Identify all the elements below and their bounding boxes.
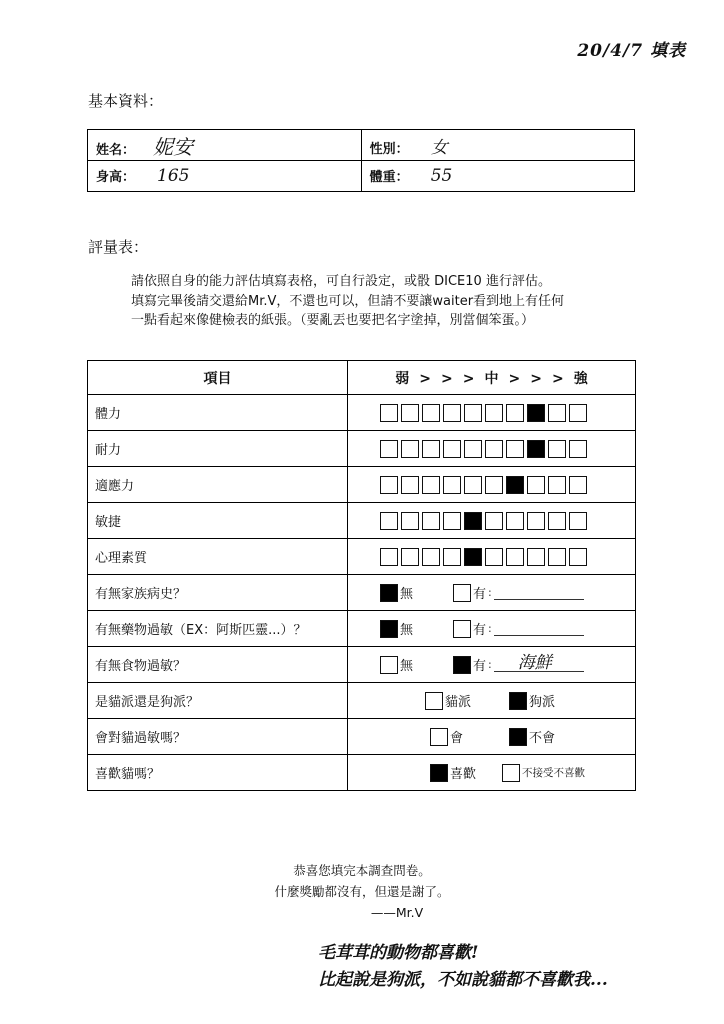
question-family-history: [88, 575, 636, 611]
rating-boxes[interactable]: [355, 512, 635, 530]
rating-boxes[interactable]: [355, 476, 635, 494]
rating-row-stamina: [88, 395, 636, 431]
rating-box[interactable]: [569, 476, 587, 494]
rating-box[interactable]: [401, 404, 419, 422]
option-label: 有: [473, 623, 487, 638]
scale-arrow: >: [441, 370, 453, 387]
checkbox-no[interactable]: [380, 584, 398, 602]
checkbox-no[interactable]: [380, 656, 398, 674]
rating-label: 耐力: [88, 431, 348, 467]
rating-box[interactable]: [569, 548, 587, 566]
rating-box[interactable]: [422, 404, 440, 422]
evaluation-table: [87, 360, 636, 791]
question-cat-allergy: [88, 719, 636, 755]
rating-box[interactable]: [569, 512, 587, 530]
weight-label: 體重：: [369, 170, 409, 185]
rating-box[interactable]: [485, 440, 503, 458]
rating-box[interactable]: [506, 404, 524, 422]
closing-line: 恭喜您填完本調查問卷。: [293, 863, 431, 878]
closing-message: [0, 860, 724, 923]
rating-box[interactable]: [527, 548, 545, 566]
rating-box[interactable]: [569, 404, 587, 422]
checkbox-no[interactable]: [509, 728, 527, 746]
instruction-line: 填寫完畢後請交還給Mr.V，不還也可以，但請不要讓waiter看到地上有任何: [131, 293, 565, 309]
rating-box[interactable]: [569, 440, 587, 458]
checkbox-like[interactable]: [430, 764, 448, 782]
option-label: 狗派: [529, 695, 556, 710]
gender-label: 性別：: [369, 141, 409, 157]
rating-box[interactable]: [443, 404, 461, 422]
rating-box[interactable]: [548, 440, 566, 458]
rating-label: 心理素質: [88, 539, 348, 575]
rating-box[interactable]: [548, 476, 566, 494]
option-label: 無: [400, 623, 414, 638]
rating-box[interactable]: [506, 548, 524, 566]
checkbox-yes[interactable]: [453, 620, 471, 638]
rating-box[interactable]: [422, 548, 440, 566]
rating-box[interactable]: [422, 512, 440, 530]
evaluation-heading: 評量表：: [88, 238, 149, 256]
rating-box[interactable]: [485, 476, 503, 494]
question-drug-allergy: [88, 611, 636, 647]
rating-box[interactable]: [401, 548, 419, 566]
rating-box[interactable]: [527, 404, 545, 422]
scale-arrow: >: [530, 370, 542, 387]
scale-arrow: >: [462, 370, 475, 387]
question-label: 是貓派還是狗派？: [88, 683, 348, 719]
option-label: 無: [400, 659, 414, 674]
name-label: 姓名：: [96, 142, 136, 158]
rating-box[interactable]: [464, 548, 482, 566]
checkbox-dislike[interactable]: [502, 764, 520, 782]
rating-row-adaptability: [88, 467, 636, 503]
checkbox-dog-person[interactable]: [509, 692, 527, 710]
option-label: 不接受不喜歡: [522, 767, 586, 779]
question-label: 會對貓過敏嗎？: [88, 719, 348, 755]
rating-box[interactable]: [548, 548, 566, 566]
scale-arrow: >: [551, 370, 564, 387]
rating-box[interactable]: [506, 476, 524, 494]
rating-box[interactable]: [527, 512, 545, 530]
rating-box[interactable]: [485, 548, 503, 566]
gender-value[interactable]: 女: [430, 137, 448, 158]
item-column-header: 項目: [88, 361, 348, 395]
rating-row-endurance: [88, 431, 636, 467]
option-label: 有: [473, 587, 487, 602]
rating-label: 適應力: [88, 467, 348, 503]
question-label: 喜歡貓嗎？: [88, 755, 348, 791]
rating-box[interactable]: [443, 440, 461, 458]
option-label: 無: [400, 587, 414, 602]
instructions: [131, 272, 564, 331]
rating-box[interactable]: [443, 476, 461, 494]
checkbox-no[interactable]: [380, 620, 398, 638]
question-label: 有無食物過敏？: [88, 647, 348, 683]
weight-cell: [361, 161, 634, 192]
rating-box[interactable]: [380, 512, 398, 530]
rating-box[interactable]: [464, 440, 482, 458]
rating-boxes[interactable]: [355, 440, 635, 458]
option-label: 貓派: [445, 695, 472, 710]
option-label: 有: [473, 659, 487, 674]
handwritten-note: [318, 940, 608, 994]
rating-box[interactable]: [401, 512, 419, 530]
rating-box[interactable]: [422, 440, 440, 458]
question-label: 有無藥物過敏（EX：阿斯匹靈...）？: [88, 611, 348, 647]
basic-info-table: [87, 129, 635, 192]
question-cat-or-dog: [88, 683, 636, 719]
rating-box[interactable]: [548, 512, 566, 530]
height-label: 身高：: [96, 170, 136, 185]
question-food-allergy: [88, 647, 636, 683]
option-label: 會: [450, 731, 464, 746]
rating-label: 體力: [88, 395, 348, 431]
name-value[interactable]: 妮安: [153, 134, 194, 159]
rating-box[interactable]: [380, 404, 398, 422]
option-label: 喜歡: [450, 767, 477, 782]
rating-box[interactable]: [506, 512, 524, 530]
rating-box[interactable]: [527, 476, 545, 494]
fill-date: 20/4/7 填表: [577, 41, 686, 61]
rating-box[interactable]: [464, 512, 482, 530]
name-cell: [88, 130, 362, 161]
checkbox-yes[interactable]: [430, 728, 448, 746]
rating-box[interactable]: [380, 440, 398, 458]
note-line: 毛茸茸的動物都喜歡!: [318, 943, 479, 963]
instruction-line: 請依照自身的能力評估填寫表格，可自行設定，或骰 DICE10 進行評估。: [131, 274, 551, 289]
rating-boxes[interactable]: [355, 548, 635, 566]
rating-box[interactable]: [380, 548, 398, 566]
scale-mid: 中: [484, 370, 499, 387]
scale-weak: 弱: [395, 370, 410, 387]
height-cell: [88, 161, 362, 192]
rating-box[interactable]: [443, 548, 461, 566]
rating-box[interactable]: [506, 440, 524, 458]
rating-box[interactable]: [380, 476, 398, 494]
rating-box[interactable]: [485, 404, 503, 422]
note-line: 比起說是狗派，不如說貓都不喜歡我...: [318, 970, 608, 990]
question-label: 有無家族病史？: [88, 575, 348, 611]
scale-arrow: >: [508, 370, 521, 387]
scale-column-header: [348, 361, 636, 395]
checkbox-yes[interactable]: [453, 584, 471, 602]
rating-box[interactable]: [464, 476, 482, 494]
closing-line: 什麼獎勵都沒有，但還是謝了。: [274, 884, 450, 899]
instruction-line: 一點看起來像健檢表的紙張。（要亂丟也要把名字塗掉，別當個笨蛋。）: [131, 313, 535, 328]
scale-arrow: >: [419, 370, 432, 387]
checkbox-cat-person[interactable]: [425, 692, 443, 710]
rating-box[interactable]: [401, 440, 419, 458]
rating-box[interactable]: [485, 512, 503, 530]
checkbox-yes[interactable]: [453, 656, 471, 674]
detail-blank[interactable]: [494, 621, 584, 636]
rating-boxes[interactable]: [355, 404, 635, 422]
rating-box[interactable]: [443, 512, 461, 530]
rating-label: 敏捷: [88, 503, 348, 539]
rating-box[interactable]: [401, 476, 419, 494]
detail-blank[interactable]: [494, 585, 584, 600]
detail-blank[interactable]: [494, 653, 584, 673]
rating-box[interactable]: [464, 404, 482, 422]
colon: :: [488, 622, 492, 635]
colon: :: [488, 658, 492, 671]
question-like-cats: [88, 755, 636, 791]
rating-box[interactable]: [422, 476, 440, 494]
height-value[interactable]: 165: [157, 166, 190, 186]
option-label: 不會: [529, 731, 556, 746]
rating-box[interactable]: [527, 440, 545, 458]
weight-value[interactable]: 55: [430, 166, 453, 186]
rating-box[interactable]: [548, 404, 566, 422]
colon: :: [488, 586, 492, 599]
gender-cell: [361, 130, 634, 161]
detail-value: 海鮮: [517, 653, 552, 673]
signature: ——Mr.V: [370, 905, 424, 920]
scale-strong: 強: [573, 370, 588, 387]
rating-row-mental: [88, 539, 636, 575]
rating-row-agility: [88, 503, 636, 539]
basic-info-heading: 基本資料：: [88, 92, 164, 110]
